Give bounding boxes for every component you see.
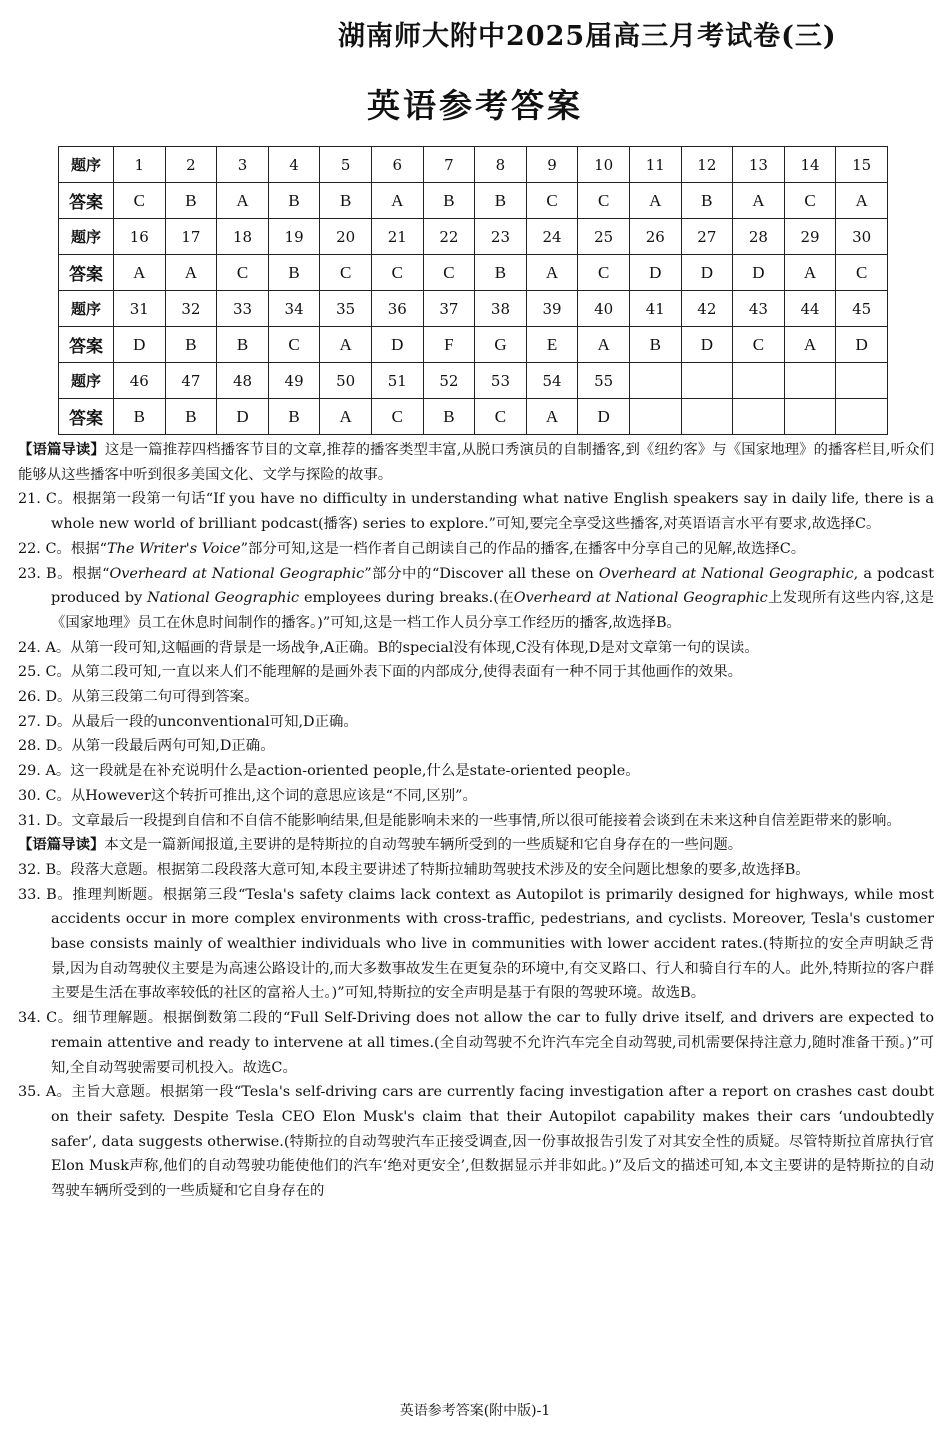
- question-number-cell: 14: [784, 147, 836, 183]
- question-number-cell: 17: [165, 219, 217, 255]
- explanation-item-25: 25. C。从第二段可知,一直以来人们不能理解的是画外表下面的内部成分,使得表面有一种不同于其他画作的效果。: [18, 664, 742, 681]
- question-number-cell: 46: [114, 363, 166, 399]
- question-number-cell: 22: [423, 219, 475, 255]
- question-number-cell: 32: [165, 291, 217, 327]
- reading-guide-2: [18, 833, 934, 858]
- answer-row: [59, 399, 888, 435]
- row-label: 题序: [59, 291, 114, 327]
- question-number-cell: 12: [681, 147, 733, 183]
- question-number-row: [59, 291, 888, 327]
- answer-cell: B: [681, 183, 733, 219]
- question-number-cell: 51: [371, 363, 423, 399]
- answer-cell: B: [268, 399, 320, 435]
- question-number-row: [59, 147, 888, 183]
- item-text: 上发现所有这些内容,这是《国家地理》员工在休息时间制作的播客。)”可知,这是一档工作人员分享工作经历的播客,故选择B。: [51, 590, 935, 631]
- answer-cell: C: [733, 327, 785, 363]
- question-number-row: [59, 219, 888, 255]
- answer-table: [58, 146, 888, 435]
- answer-cell: B: [165, 327, 217, 363]
- row-label: 答案: [59, 399, 114, 435]
- answer-cell: B: [165, 399, 217, 435]
- answer-cell: D: [836, 327, 888, 363]
- explanation-item-34: 34. C。细节理解题。根据倒数第二段的“Full Self-Driving does not allow the car to fully drive itself, and drivers are expected to remain attentive and ready to intervene at all times.(全自动驾驶不允许汽车完全自动驾驶,司机需要保持注意力,随时准备干预。)”可知,全自动驾驶需要司机投入。故选C。: [18, 1010, 934, 1076]
- question-number-cell: 25: [578, 219, 630, 255]
- question-number-cell: 23: [475, 219, 527, 255]
- answer-cell: A: [320, 399, 372, 435]
- question-number-cell: 50: [320, 363, 372, 399]
- question-number-cell: 2: [165, 147, 217, 183]
- question-number-cell: 19: [268, 219, 320, 255]
- answer-cell: A: [165, 255, 217, 291]
- guide-text: 这是一篇推荐四档播客节目的文章,推荐的播客类型丰富,从脱口秀演员的自制播客,到《纽约客》与《国家地理》的播客栏目,听众们能够从这些播客中听到很多美国文化、文学与探险的故事。: [18, 442, 934, 483]
- answer-explanations: [18, 438, 934, 1204]
- answer-cell: [681, 399, 733, 435]
- answer-cell: B: [320, 183, 372, 219]
- answer-cell: [784, 399, 836, 435]
- question-number-cell: 3: [217, 147, 269, 183]
- answer-cell: A: [629, 183, 681, 219]
- answer-cell: [836, 399, 888, 435]
- answer-cell: A: [320, 327, 372, 363]
- explanation-item-32: 32. B。段落大意题。根据第二段段落大意可知,本段主要讲述了特斯拉辅助驾驶技术涉及的安全问题比想象的要多,故选择B。: [18, 861, 810, 878]
- answer-cell: D: [578, 399, 630, 435]
- answer-cell: D: [681, 327, 733, 363]
- answer-cell: [629, 399, 681, 435]
- question-number-cell: 28: [733, 219, 785, 255]
- question-number-cell: 37: [423, 291, 475, 327]
- question-number-cell: 8: [475, 147, 527, 183]
- question-number-cell: 16: [114, 219, 166, 255]
- question-number-cell: 42: [681, 291, 733, 327]
- question-number-cell: [836, 363, 888, 399]
- guide-tag: 【语篇导读】: [18, 441, 105, 458]
- question-number-cell: 30: [836, 219, 888, 255]
- explanation-item-23: [18, 562, 934, 636]
- question-number-cell: 18: [217, 219, 269, 255]
- item-title-italic: The Writer's Voice: [107, 540, 241, 557]
- answer-cell: A: [784, 255, 836, 291]
- row-label: 题序: [59, 219, 114, 255]
- question-number-cell: 34: [268, 291, 320, 327]
- answer-cell: B: [114, 399, 166, 435]
- answer-cell: C: [578, 183, 630, 219]
- answer-cell: C: [578, 255, 630, 291]
- answer-cell: B: [629, 327, 681, 363]
- question-number-cell: 10: [578, 147, 630, 183]
- question-number-cell: 55: [578, 363, 630, 399]
- answer-cell: C: [114, 183, 166, 219]
- item-text: 22. C。根据“: [18, 540, 108, 557]
- question-number-cell: 47: [165, 363, 217, 399]
- answer-cell: B: [423, 183, 475, 219]
- question-number-cell: 41: [629, 291, 681, 327]
- item-title-italic: Overheard at National Geographic: [109, 565, 365, 582]
- answer-cell: C: [836, 255, 888, 291]
- answer-cell: C: [320, 255, 372, 291]
- question-number-cell: 26: [629, 219, 681, 255]
- item-text: employees during breaks.(在: [299, 590, 514, 607]
- answer-cell: C: [217, 255, 269, 291]
- answer-cell: D: [681, 255, 733, 291]
- question-number-cell: [784, 363, 836, 399]
- question-number-cell: 36: [371, 291, 423, 327]
- row-label: 答案: [59, 327, 114, 363]
- reading-guide-1: [18, 438, 934, 487]
- answer-cell: A: [578, 327, 630, 363]
- answer-cell: C: [371, 255, 423, 291]
- item-text: ”部分可知,这是一档作者自己朗读自己的作品的播客,在播客中分享自己的见解,故选择C。: [240, 540, 806, 557]
- item-title-italic: Overheard at National Geographic: [598, 565, 854, 582]
- question-number-cell: 38: [475, 291, 527, 327]
- answer-cell: A: [836, 183, 888, 219]
- question-number-cell: 53: [475, 363, 527, 399]
- answer-cell: D: [114, 327, 166, 363]
- explanation-item-33: 33. B。推理判断题。根据第三段“Tesla's safety claims lack context as Autopilot is primarily designed for highways, while most accidents occur in more complex environments with cross-traffic, pedestrians, and cyclists. Moreover, Tesla's customer base consists mainly of wealthier individuals who live in communities with lower accident rates.(特斯拉的安全声明缺乏背景,因为自动驾驶仪主要是为高速公路设计的,而大多数事故发生在更复杂的环境中,有交叉路口、行人和骑自行车的人。此外,特斯拉的客户群主要是生活在事故率较低的社区的富裕人士。)”可知,特斯拉的安全声明是基于有限的驾驶环境。故选B。: [18, 886, 934, 1002]
- item-text: , a podcast produced by: [51, 565, 934, 607]
- answer-cell: D: [629, 255, 681, 291]
- answer-cell: B: [165, 183, 217, 219]
- question-number-cell: 5: [320, 147, 372, 183]
- question-number-cell: 15: [836, 147, 888, 183]
- question-number-cell: 1: [114, 147, 166, 183]
- answer-cell: D: [217, 399, 269, 435]
- question-number-cell: 54: [526, 363, 578, 399]
- question-number-cell: 29: [784, 219, 836, 255]
- explanation-item-26: 26. D。从第三段第二句可得到答案。: [18, 689, 259, 706]
- question-number-cell: 7: [423, 147, 475, 183]
- question-number-cell: 31: [114, 291, 166, 327]
- question-number-cell: 4: [268, 147, 320, 183]
- answer-cell: C: [371, 399, 423, 435]
- question-number-cell: 33: [217, 291, 269, 327]
- row-label: 题序: [59, 147, 114, 183]
- answer-cell: A: [217, 183, 269, 219]
- answer-cell: C: [268, 327, 320, 363]
- guide-text: 本文是一篇新闻报道,主要讲的是特斯拉的自动驾驶车辆所受到的一些质疑和它自身存在的一些问题。: [104, 837, 743, 854]
- answer-cell: D: [733, 255, 785, 291]
- answer-cell: D: [371, 327, 423, 363]
- item-title-italic: National Geographic: [147, 590, 300, 607]
- answer-cell: B: [268, 183, 320, 219]
- question-number-cell: 44: [784, 291, 836, 327]
- question-number-cell: 48: [217, 363, 269, 399]
- document-title: 英语参考答案: [367, 86, 583, 125]
- answer-cell: E: [526, 327, 578, 363]
- question-number-cell: 52: [423, 363, 475, 399]
- question-number-cell: 21: [371, 219, 423, 255]
- answer-cell: C: [475, 399, 527, 435]
- answer-cell: A: [526, 255, 578, 291]
- answer-cell: [733, 399, 785, 435]
- item-text: 23. B。根据“: [18, 565, 110, 582]
- explanation-item-24: 24. A。从第一段可知,这幅画的背景是一场战争,A正确。B的special没有体现,C没有体现,D是对文章第一句的误读。: [18, 639, 759, 656]
- question-number-cell: [733, 363, 785, 399]
- answer-cell: A: [526, 399, 578, 435]
- question-number-cell: [681, 363, 733, 399]
- answer-row: [59, 327, 888, 363]
- explanation-item-31: 31. D。文章最后一段提到自信和不自信不能影响结果,但是能影响未来的一些事情,所以很可能接着会谈到在未来这种自信差距带来的影响。: [18, 812, 901, 829]
- exam-title: 湖南师大附中2025届高三月考试卷(三): [338, 21, 837, 52]
- answer-cell: B: [475, 183, 527, 219]
- page-footer: 英语参考答案(附中版)-1: [399, 1403, 551, 1419]
- question-number-cell: 35: [320, 291, 372, 327]
- answer-cell: F: [423, 327, 475, 363]
- answer-row: [59, 255, 888, 291]
- question-number-row: [59, 363, 888, 399]
- explanation-item-22: [18, 537, 934, 562]
- explanation-item-35: 35. A。主旨大意题。根据第一段“Tesla's self-driving cars are currently facing investigation after a report on crashes cast doubt on their safety. Despite Tesla CEO Elon Musk's claim that their Autopilot capability makes their cars ‘undoubtedly safer’, data suggests otherwise.(特斯拉的自动驾驶汽车正接受调查,因一份事故报告引发了对其安全性的质疑。尽管特斯拉首席执行官Elon Musk声称,他们的自动驾驶功能使他们的汽车‘绝对更安全’,但数据显示并非如此。)”及后文的描述可知,本文主要讲的是特斯拉的自动驾驶车辆所受到的一些质疑和它自身存在的: [18, 1084, 934, 1200]
- explanation-item-27: 27. D。从最后一段的unconventional可知,D正确。: [18, 713, 358, 730]
- question-number-cell: 11: [629, 147, 681, 183]
- question-number-cell: 24: [526, 219, 578, 255]
- item-text: ”部分中的“Discover all these on: [364, 565, 599, 582]
- explanation-item-21: 21. C。根据第一段第一句话“If you have no difficulty in understanding what native English speakers say in daily life, there is a whole new world of brilliant podcast(播客) series to explore.”可知,要完全享受这些播客,对英语语言水平有要求,故选择C。: [18, 491, 934, 533]
- row-label: 答案: [59, 255, 114, 291]
- question-number-cell: 20: [320, 219, 372, 255]
- row-label: 答案: [59, 183, 114, 219]
- answer-cell: A: [371, 183, 423, 219]
- answer-cell: G: [475, 327, 527, 363]
- explanation-item-30: 30. C。从However这个转折可推出,这个词的意思应该是“不同,区别”。: [18, 787, 477, 804]
- question-number-cell: 45: [836, 291, 888, 327]
- question-number-cell: 39: [526, 291, 578, 327]
- answer-cell: C: [784, 183, 836, 219]
- question-number-cell: 13: [733, 147, 785, 183]
- answer-cell: C: [526, 183, 578, 219]
- answer-cell: A: [733, 183, 785, 219]
- answer-cell: B: [423, 399, 475, 435]
- answer-cell: A: [114, 255, 166, 291]
- answer-cell: A: [784, 327, 836, 363]
- question-number-cell: 40: [578, 291, 630, 327]
- question-number-cell: 6: [371, 147, 423, 183]
- question-number-cell: 9: [526, 147, 578, 183]
- guide-tag: 【语篇导读】: [18, 836, 105, 854]
- question-number-cell: [629, 363, 681, 399]
- answer-cell: B: [217, 327, 269, 363]
- item-title-italic: Overheard at National Geographic: [513, 590, 768, 607]
- explanation-item-28: 28. D。从第一段最后两句可知,D正确。: [18, 738, 275, 755]
- question-number-cell: 49: [268, 363, 320, 399]
- answer-cell: B: [268, 255, 320, 291]
- answer-cell: B: [475, 255, 527, 291]
- row-label: 题序: [59, 363, 114, 399]
- answer-row: [59, 183, 888, 219]
- explanation-item-29: 29. A。这一段就是在补充说明什么是action-oriented people,什么是state-oriented people。: [18, 763, 640, 780]
- answer-cell: C: [423, 255, 475, 291]
- question-number-cell: 27: [681, 219, 733, 255]
- question-number-cell: 43: [733, 291, 785, 327]
